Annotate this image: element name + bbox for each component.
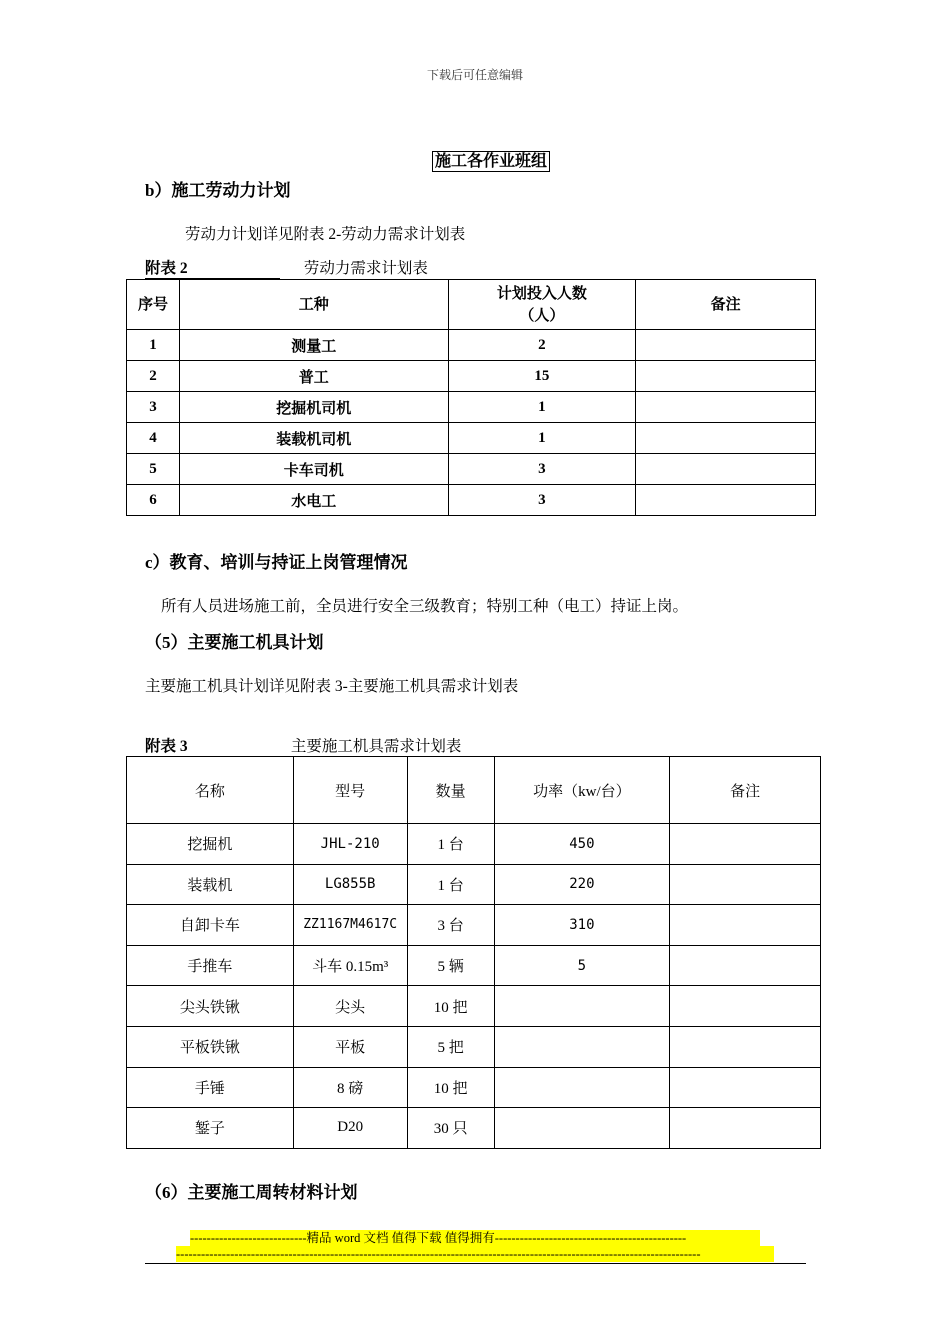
table-row: [127, 945, 821, 986]
table-cell: [670, 824, 821, 865]
table-row: [127, 1108, 821, 1149]
table-cell: 15: [448, 361, 636, 392]
header-cell: 工种: [179, 280, 448, 330]
table-row: [127, 824, 821, 865]
table-cell: 5: [494, 945, 670, 986]
table-row: [127, 1026, 821, 1067]
table-cell: [494, 1067, 670, 1108]
section-c-heading: c）教育、培训与持证上岗管理情况: [145, 553, 408, 572]
table-cell: ZZ1167M4617C: [293, 905, 407, 946]
table-cell: D20: [293, 1108, 407, 1149]
table-cell: [670, 1108, 821, 1149]
table-cell: 3: [448, 485, 636, 516]
table-cell: JHL-210: [293, 824, 407, 865]
table-row: [127, 986, 821, 1027]
table-row: [127, 330, 816, 361]
table-cell: 挖掘机: [127, 824, 294, 865]
section-c-text: 所有人员进场施工前，全员进行安全三级教育；特别工种（电工）持证上岗。: [161, 598, 689, 615]
table-row: [127, 864, 821, 905]
table-cell: 3: [127, 392, 180, 423]
header-note: 下载后可任意编辑: [426, 68, 523, 82]
table-cell: 6: [127, 485, 180, 516]
table-cell: 220: [494, 864, 670, 905]
table-cell: [670, 905, 821, 946]
header-cell: 型号: [293, 757, 407, 824]
section-6-heading: （6）主要施工周转材料计划: [145, 1183, 358, 1202]
table-cell: 310: [494, 905, 670, 946]
table-cell: 测量工: [179, 330, 448, 361]
table-cell: 4: [127, 423, 180, 454]
labor-table-caption: [145, 256, 428, 279]
caption-label: 附表 2: [145, 260, 280, 279]
table-cell: 5 辆: [407, 945, 494, 986]
table-cell: 自卸卡车: [127, 905, 294, 946]
table-cell: 8 磅: [293, 1067, 407, 1108]
table-cell: 450: [494, 824, 670, 865]
equip-table-caption: [145, 734, 461, 757]
table-cell: 装载机: [127, 864, 294, 905]
equipment-table: [126, 756, 821, 1149]
table-cell: [636, 361, 816, 392]
table-cell: 3: [448, 454, 636, 485]
table-row: [127, 423, 816, 454]
section-b-heading: b）施工劳动力计划: [145, 181, 291, 200]
header-cell: 数量: [407, 757, 494, 824]
table-cell: [670, 945, 821, 986]
table-header-row: [127, 757, 821, 824]
table-cell: 5: [127, 454, 180, 485]
header-cell: 名称: [127, 757, 294, 824]
caption-title: 劳动力需求计划表: [303, 260, 428, 277]
table-cell: 10 把: [407, 986, 494, 1027]
boxed-title: 施工各作业班组: [432, 151, 550, 172]
table-header-row: [127, 280, 816, 330]
footer-banner-line: ------------------------------------------------------------------------------------------------------------------------------: [176, 1246, 774, 1262]
table-cell: 斗车 0.15m³: [293, 945, 407, 986]
table-cell: 1 台: [407, 824, 494, 865]
table-cell: [636, 392, 816, 423]
table-cell: 装载机司机: [179, 423, 448, 454]
header-cell: 备注: [636, 280, 816, 330]
table-cell: [636, 330, 816, 361]
section-b-text: 劳动力计划详见附表 2-劳动力需求计划表: [185, 226, 466, 243]
table-cell: 2: [448, 330, 636, 361]
table-row: [127, 905, 821, 946]
table-row: [127, 454, 816, 485]
table-cell: 2: [127, 361, 180, 392]
caption-title: 主要施工机具需求计划表: [290, 738, 462, 755]
table-row: [127, 1067, 821, 1108]
table-row: [127, 485, 816, 516]
table-cell: 30 只: [407, 1108, 494, 1149]
header-cell: [448, 280, 636, 330]
table-cell: 普工: [179, 361, 448, 392]
section-5-text: 主要施工机具计划详见附表 3-主要施工机具需求计划表: [145, 678, 519, 695]
table-cell: 1: [127, 330, 180, 361]
table-cell: [636, 454, 816, 485]
section-5-heading: （5）主要施工机具计划: [145, 633, 324, 652]
header-cell: 功率（kw/台）: [494, 757, 670, 824]
table-cell: 尖头: [293, 986, 407, 1027]
caption-label: 附表 3: [145, 738, 261, 757]
table-cell: 10 把: [407, 1067, 494, 1108]
table-cell: 尖头铁锹: [127, 986, 294, 1027]
header-cell: 备注: [670, 757, 821, 824]
table-cell: 1: [448, 423, 636, 454]
table-cell: [670, 1067, 821, 1108]
table-cell: 平板: [293, 1026, 407, 1067]
header-cell-line: （人）: [519, 307, 565, 324]
table-cell: 1 台: [407, 864, 494, 905]
table-cell: 卡车司机: [179, 454, 448, 485]
table-cell: 水电工: [179, 485, 448, 516]
table-cell: 3 台: [407, 905, 494, 946]
table-cell: 平板铁锹: [127, 1026, 294, 1067]
table-cell: 1: [448, 392, 636, 423]
table-cell: 手推车: [127, 945, 294, 986]
table-cell: [670, 1026, 821, 1067]
table-cell: 5 把: [407, 1026, 494, 1067]
table-cell: 挖掘机司机: [179, 392, 448, 423]
header-cell: 序号: [127, 280, 180, 330]
table-row: [127, 361, 816, 392]
table-cell: LG855B: [293, 864, 407, 905]
table-cell: [494, 1026, 670, 1067]
table-row: [127, 392, 816, 423]
table-cell: [670, 986, 821, 1027]
table-cell: [670, 864, 821, 905]
footer-divider: [145, 1263, 806, 1264]
header-cell-line: 计划投入人数: [496, 285, 587, 302]
table-cell: [636, 485, 816, 516]
labor-table: [126, 279, 816, 516]
table-cell: [636, 423, 816, 454]
table-cell: [494, 1108, 670, 1149]
table-cell: 錾子: [127, 1108, 294, 1149]
footer-banner-line: ----------------------------精品 word 文档 值得下载 值得拥有----------------------------------------------: [190, 1230, 760, 1246]
table-cell: 手锤: [127, 1067, 294, 1108]
table-cell: [494, 986, 670, 1027]
